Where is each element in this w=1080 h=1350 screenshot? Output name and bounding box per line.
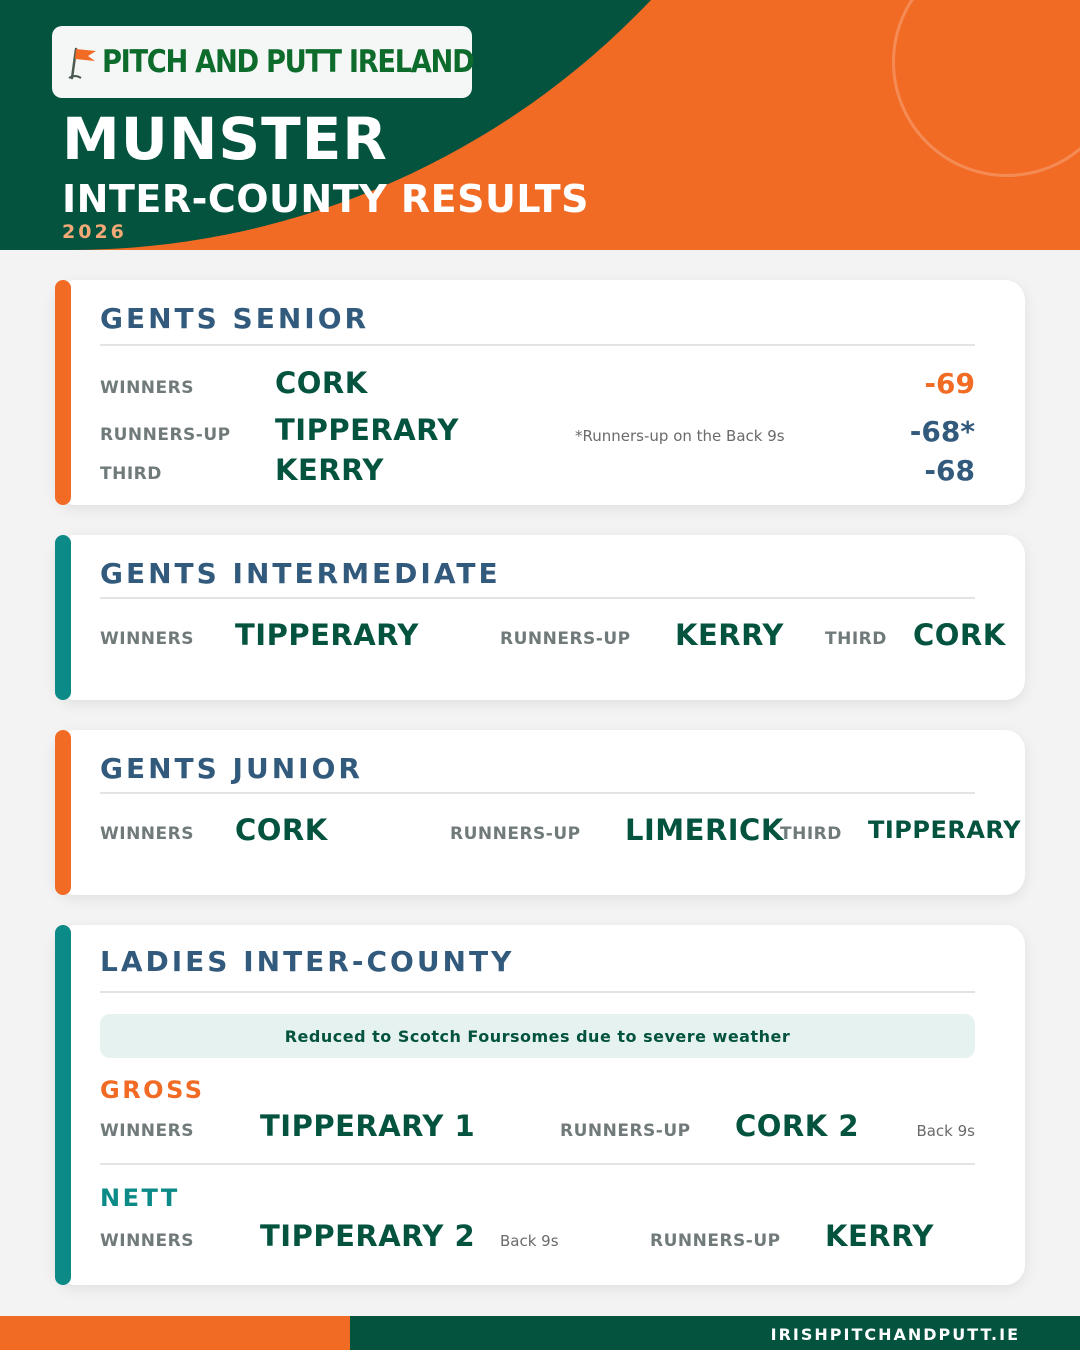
result-label: THIRD <box>100 464 162 484</box>
card-accent-bar <box>55 730 71 895</box>
result-label: RUNNERS-UP <box>100 425 231 445</box>
result-label: RUNNERS-UP <box>500 629 631 649</box>
team-name: CORK <box>235 813 328 847</box>
result-label: WINNERS <box>100 378 194 398</box>
weather-notice: Reduced to Scotch Foursomes due to severe weather <box>100 1014 975 1058</box>
divider <box>100 597 975 599</box>
result-label: WINNERS <box>100 1121 194 1141</box>
card-accent-bar <box>55 280 71 505</box>
result-label: THIRD <box>780 824 842 844</box>
page-title: MUNSTER <box>62 105 388 173</box>
team-name: TIPPERARY 2 <box>260 1219 476 1253</box>
footer-orange-band <box>0 1316 350 1350</box>
page-subtitle: INTER-COUNTY RESULTS <box>62 177 590 221</box>
score: -69 <box>924 367 975 400</box>
decorative-ring <box>892 0 1080 177</box>
divider <box>100 991 975 993</box>
footer <box>0 1316 1080 1350</box>
team-name: KERRY <box>825 1219 934 1253</box>
divider <box>100 344 975 346</box>
card-gents-intermediate <box>55 535 1025 700</box>
gross-heading: GROSS <box>100 1076 205 1104</box>
result-label: RUNNERS-UP <box>650 1231 781 1251</box>
card-ladies-inter-county <box>55 925 1025 1285</box>
result-label: RUNNERS-UP <box>450 824 581 844</box>
score: -68 <box>924 454 975 487</box>
card-title: GENTS JUNIOR <box>100 752 363 785</box>
team-name: CORK <box>275 366 368 400</box>
team-name: TIPPERARY <box>275 413 459 447</box>
nett-heading: NETT <box>100 1184 180 1212</box>
score: -68* <box>909 415 975 448</box>
card-title: LADIES INTER-COUNTY <box>100 945 515 978</box>
card-gents-junior <box>55 730 1025 895</box>
card-gents-senior <box>55 280 1025 505</box>
website-link[interactable]: IRISHPITCHANDPUTT.IE <box>770 1325 1020 1344</box>
team-name: CORK 2 <box>735 1109 860 1143</box>
team-name: CORK <box>913 618 1006 652</box>
flag-icon <box>66 42 100 82</box>
card-title: GENTS SENIOR <box>100 302 370 335</box>
team-name: TIPPERARY <box>868 816 1021 844</box>
tiebreak-note: Back 9s <box>916 1122 975 1140</box>
divider <box>100 1163 975 1165</box>
team-name: LIMERICK <box>625 813 784 847</box>
logo <box>52 26 472 98</box>
result-label: WINNERS <box>100 629 194 649</box>
result-label: WINNERS <box>100 824 194 844</box>
divider <box>100 792 975 794</box>
result-label: RUNNERS-UP <box>560 1121 691 1141</box>
logo-text: PITCH AND PUTT IRELAND <box>102 44 474 80</box>
result-label: WINNERS <box>100 1231 194 1251</box>
header-banner <box>0 0 1080 250</box>
team-name: TIPPERARY <box>235 618 419 652</box>
card-title: GENTS INTERMEDIATE <box>100 557 501 590</box>
year-label: 2026 <box>62 221 127 243</box>
team-name: KERRY <box>675 618 784 652</box>
card-accent-bar <box>55 535 71 700</box>
team-name: TIPPERARY 1 <box>260 1109 476 1143</box>
tiebreak-note: *Runners-up on the Back 9s <box>575 427 785 445</box>
result-label: THIRD <box>825 629 887 649</box>
team-name: KERRY <box>275 453 384 487</box>
card-accent-bar <box>55 925 71 1285</box>
tiebreak-note: Back 9s <box>500 1232 559 1250</box>
